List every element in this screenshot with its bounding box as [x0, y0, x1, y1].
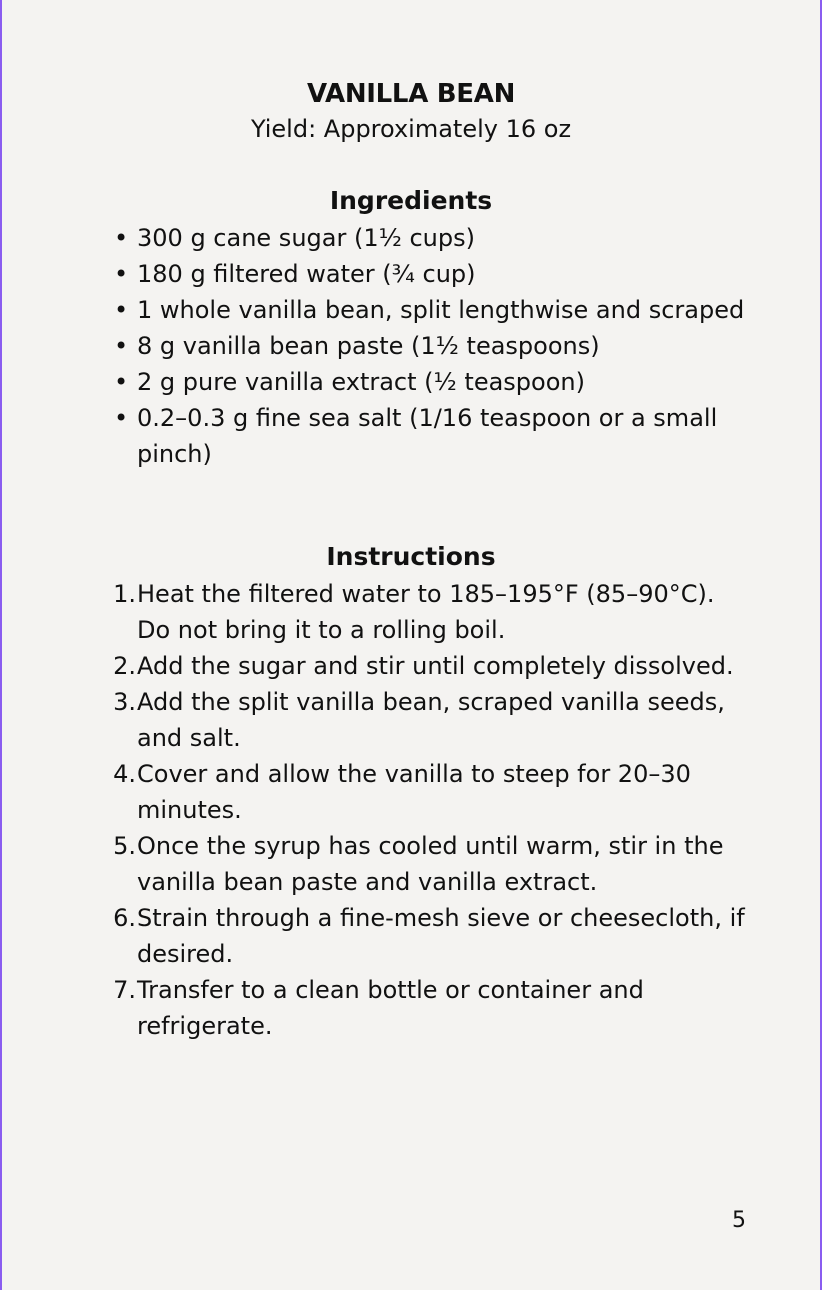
bullet-icon: •: [114, 296, 129, 324]
instruction-step: [106, 576, 746, 648]
bullet-icon: •: [114, 224, 129, 252]
step-text: Add the split vanilla bean, scraped vanilla seeds, and salt.: [137, 688, 725, 752]
instructions-heading: Instructions: [326, 542, 496, 571]
instruction-step: [106, 756, 746, 828]
step-text: Heat the filtered water to 185–195°F (85–90°C). Do not bring it to a rolling boil.: [137, 580, 715, 644]
step-number: 1.: [113, 580, 136, 608]
instruction-step: [106, 900, 746, 972]
recipe-yield: Yield: Approximately 16 oz: [250, 115, 572, 143]
instruction-step: [106, 828, 746, 900]
ingredient-item: [112, 364, 752, 400]
step-number: 4.: [113, 760, 136, 788]
step-text: Transfer to a clean bottle or container and refrigerate.: [137, 976, 644, 1040]
bullet-icon: •: [114, 332, 129, 360]
ingredient-text: 2 g pure vanilla extract (½ teaspoon): [137, 368, 585, 396]
step-text: Add the sugar and stir until completely dissolved.: [137, 652, 734, 680]
step-number: 6.: [113, 904, 136, 932]
ingredients-heading: Ingredients: [329, 186, 493, 215]
ingredient-text: 1 whole vanilla bean, split lengthwise and scraped: [137, 296, 745, 324]
bullet-icon: •: [114, 368, 129, 396]
step-text: Once the syrup has cooled until warm, stir in the vanilla bean paste and vanilla extract.: [137, 832, 724, 896]
ingredients-list: [112, 220, 752, 472]
ingredient-item: [112, 220, 752, 256]
step-number: 3.: [113, 688, 136, 716]
instruction-step: [106, 648, 746, 684]
page-number: 5: [732, 1208, 746, 1233]
ingredient-text: 0.2–0.3 g fine sea salt (1/16 teaspoon or a small pinch): [137, 404, 718, 468]
instructions-list: [106, 576, 746, 1044]
ingredient-item: [112, 292, 752, 328]
ingredient-text: 8 g vanilla bean paste (1½ teaspoons): [137, 332, 600, 360]
ingredient-text: 300 g cane sugar (1½ cups): [137, 224, 475, 252]
step-number: 5.: [113, 832, 136, 860]
ingredient-item: [112, 256, 752, 292]
ingredient-item: [112, 400, 752, 472]
ingredient-text: 180 g filtered water (¾ cup): [137, 260, 476, 288]
recipe-title: VANILLA BEAN: [306, 79, 516, 109]
step-number: 2.: [113, 652, 136, 680]
instruction-step: [106, 972, 746, 1044]
step-number: 7.: [113, 976, 136, 1004]
bullet-icon: •: [114, 260, 129, 288]
step-text: Strain through a fine-mesh sieve or cheesecloth, if desired.: [137, 904, 745, 968]
bullet-icon: •: [114, 404, 129, 432]
instruction-step: [106, 684, 746, 756]
step-text: Cover and allow the vanilla to steep for 20–30 minutes.: [137, 760, 691, 824]
ingredient-item: [112, 328, 752, 364]
